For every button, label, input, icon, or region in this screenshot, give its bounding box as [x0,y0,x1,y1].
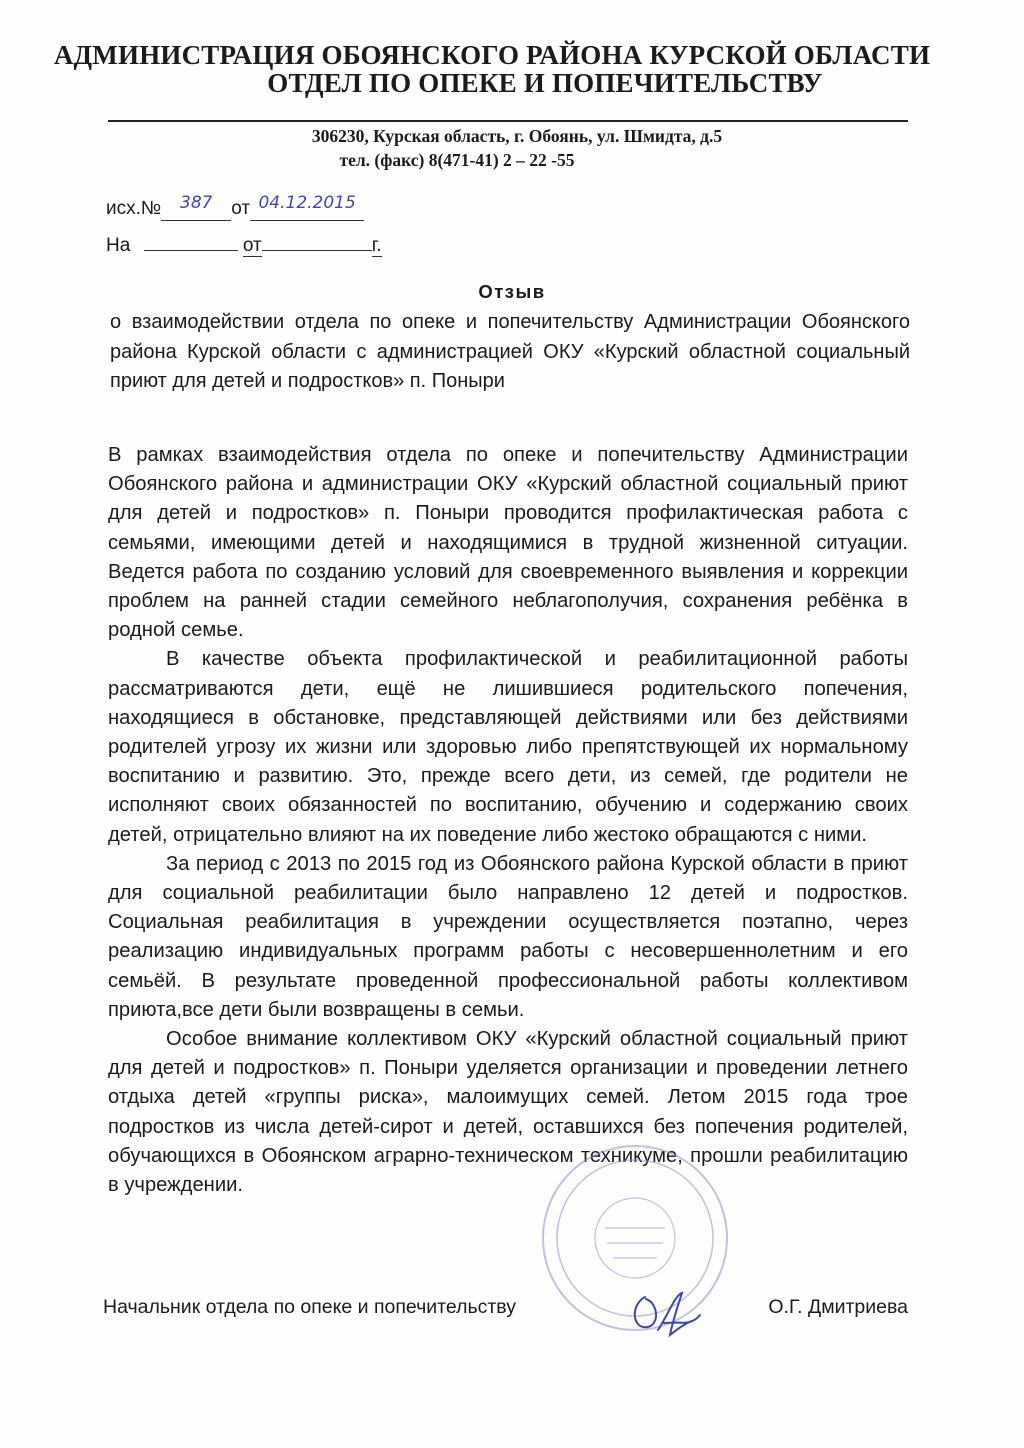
incoming-number-line [106,228,382,257]
signer-name: О.Г. Дмитриева [768,1296,908,1318]
header-org-name: АДМИНИСТРАЦИЯ ОБОЯНСКОГО РАЙОНА КУРСКОЙ ОБЛАСТИ [53,40,931,70]
header-department: ОТДЕЛ ПО ОПЕКЕ И ПОПЕЧИТЕЛЬСТВУ [267,68,823,98]
handwritten-signature-image [620,1275,710,1345]
header-address: 306230, Курская область, г. Обоянь, ул. Шмидта, д.5 [311,126,723,146]
outgoing-date-field [250,193,364,221]
signer-position: Начальник отдела по опеке и попечительству [103,1296,516,1318]
outgoing-number-handwritten: 387 [180,193,213,213]
body-paragraph: За период с 2013 по 2015 год из Обоянского района Курской области в приют для социальной реабилитации было направлено 12 детей и подростков. Социальная реабилитация в учреждении осуществляется поэтапно, через реализацию индивидуальных программ работы с несовершеннолетним и его семьёй. В результате проведенной профессиональной работы коллективом приюта,все дети были возвращены в семьи. [108,852,908,1021]
header-phone: тел. (факс) 8(471-41) 2 – 22 -55 [339,150,575,170]
body-paragraph: В рамках взаимодействия отдела по опеке и попечительству Администрации Обоянского района и администрации ОКУ «Курский областной социальный приют для детей и подростков» п. Поныри проводится профилактическая работа с семьями, имеющими детей и находящимися в трудной жизненной ситуации. Ведется работа по созданию условий для своевременного выявления и коррекции проблем на ранней стадии семейного неблагополучия, сохранения ребёнка в родной семье. [108,444,908,642]
outgoing-date-handwritten: 04.12.2015 [258,193,356,213]
header-divider [108,120,908,122]
incoming-label: На [106,235,131,256]
document-body [108,441,908,1200]
incoming-year-suffix: г. [371,235,382,256]
document-subtitle: о взаимодействии отдела по опеке и попечительству Администрации Обоянского района Курской области с администрацией ОКУ «Курский областной социальный приют для детей и подростков» п. Поныри [110,311,910,392]
outgoing-date-label: от [231,198,251,219]
outgoing-number-line [106,193,364,221]
signature-block [103,1296,908,1336]
incoming-date-field [262,228,372,251]
outgoing-number-label: исх.№ [106,198,162,219]
body-paragraph: В качестве объекта профилактической и реабилитационной работы рассматриваются дети, ещё не лишившиеся родительского попечения, находящиеся в обстановке, представляющей действиями или без действиями родителей угрозу их жизни или здоровью либо препятствующей их нормальному воспитанию и развитию. Это, прежде всего дети, из семей, где родители не исполняют своих обязанностей по воспитанию, обучению и содержанию своих детей, отрицательно влияют на их поведение либо жестоко обращаются с ними. [108,648,908,846]
body-paragraph: Особое внимание коллективом ОКУ «Курский областной социальный приют для детей и подростков» п. Поныри уделяется организации и проведении летнего отдыха детей «группы риска», малоимущих семей. Летом 2015 года трое подростков из числа детей-сирот и детей, оставшихся без попечения родителей, обучающихся в Обоянском аграрно-техническом техникуме, прошли реабилитацию в учреждении. [108,1028,908,1197]
outgoing-number-field [161,193,231,221]
document-title: Отзыв [478,281,546,302]
incoming-number-field [144,228,238,251]
incoming-date-label: от [242,235,262,256]
